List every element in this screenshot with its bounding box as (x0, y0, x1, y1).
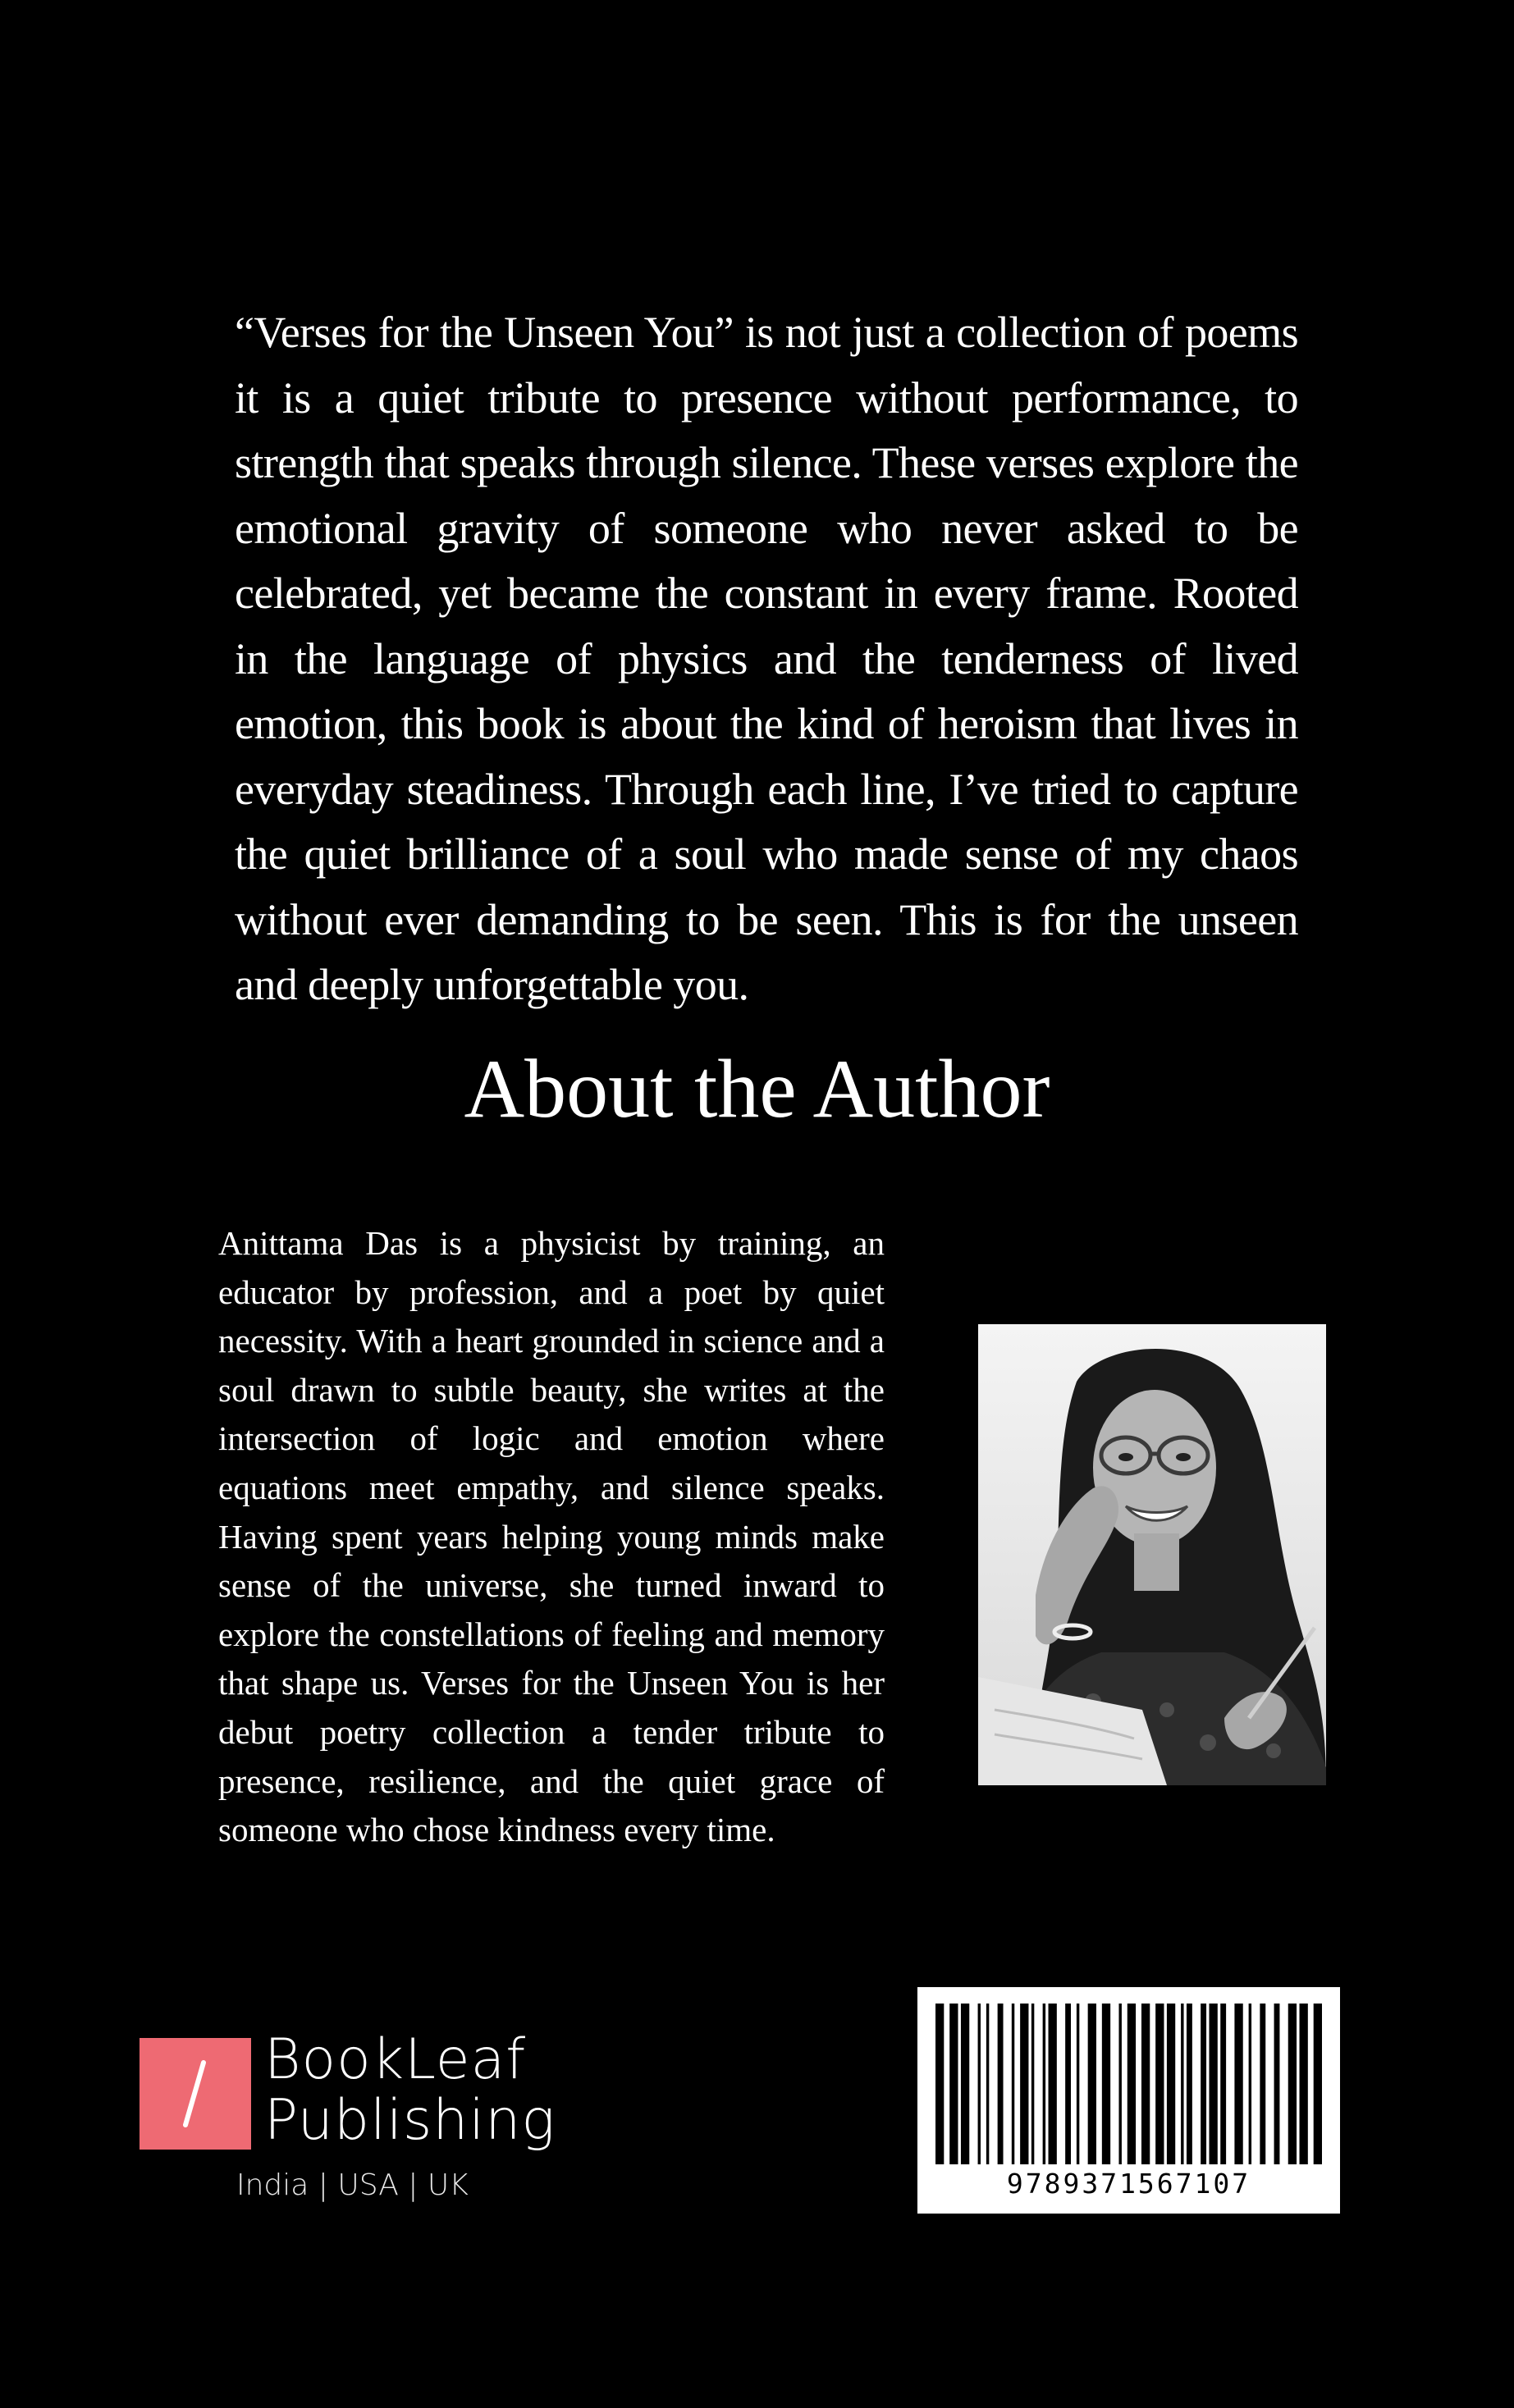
author-bio: Anittama Das is a physicist by training, an educator by profession, and a poet by quiet necessity. With a heart grounded in science and a soul drawn to subtle beauty, she writes at the intersection of logic and emotion where equations meet empathy, and silence speaks. Having spent years helping young minds make sense of the universe, she turned inward to explore the constellations of feeling and memory that shape us. Verses for the Unseen You is her debut poetry collection a tender tribute to presence, resilience, and the quiet grace of someone who chose kindness every time. (218, 1224, 885, 1849)
publisher-name-line1: BookLeaf (264, 2027, 527, 2092)
publisher-name-line2: Publishing (264, 2088, 556, 2153)
publisher-regions: India | USA | UK (236, 2168, 469, 2202)
back-cover-blurb: “Verses for the Unseen You” is not just a collection of poems it is a quiet tribute to presence without performance, to strength that speaks through silence. These verses explore the emotional gravity of someone who never asked to be celebrated, yet became the constant in every frame. Rooted in the language of physics and the tenderness of lived emotion, this book is about the kind of heroism that lives in everyday steadiness. Through each line, I’ve tried to capture the quiet brilliance of a soul who made sense of my chaos without ever demanding to be seen. This is for the unseen and deeply unforgettable you. (235, 308, 1298, 1009)
isbn-barcode (917, 1987, 1340, 2214)
logo-slash-icon (140, 2038, 251, 2150)
about-author-heading: About the Author (464, 1043, 1050, 1135)
isbn-number: 9789371567107 (1006, 2168, 1251, 2200)
barcode-bars-icon (935, 2004, 1322, 2164)
publisher-logo (140, 2027, 566, 2210)
author-photo (978, 1324, 1326, 1785)
